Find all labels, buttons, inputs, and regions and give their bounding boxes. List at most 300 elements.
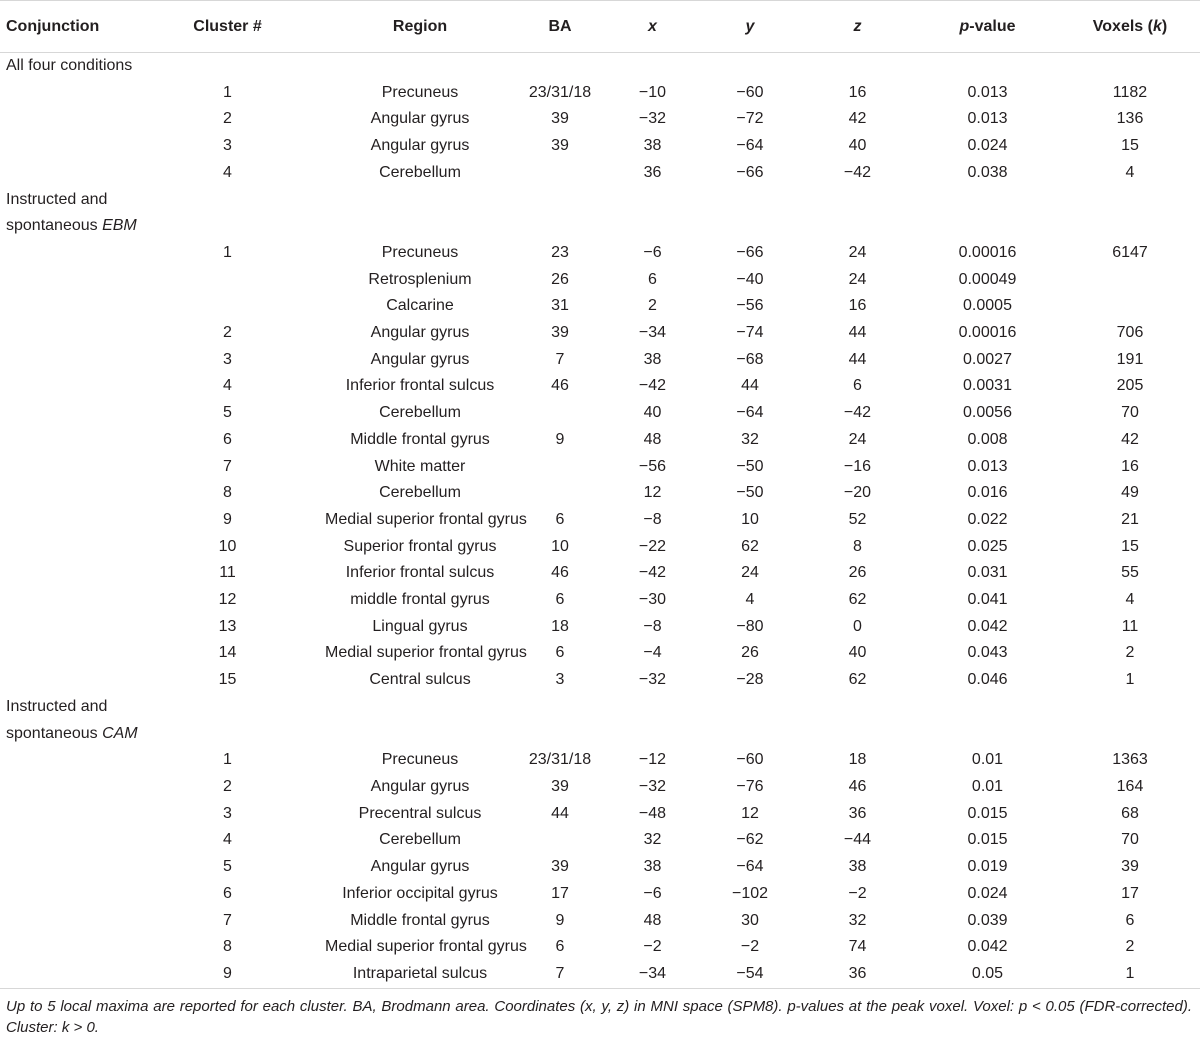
p-value-cell: 0.024 <box>967 137 1008 155</box>
table-header-row <box>0 1 1200 53</box>
table-row <box>0 267 1200 294</box>
group-label-row <box>0 213 1200 240</box>
brodmann-area-cell: 44 <box>551 804 569 822</box>
column-header-ba <box>515 1 605 53</box>
voxels-cell <box>1060 267 1200 294</box>
cluster-number-cell: 1 <box>223 83 232 101</box>
y-coord-cell: 12 <box>741 804 759 822</box>
conjunction-cell <box>0 881 130 908</box>
region-cell: Calcarine <box>386 297 454 315</box>
p-value-cell: 0.042 <box>967 617 1008 635</box>
z-coord-cell: 36 <box>800 961 915 988</box>
voxels-cell: 1 <box>1060 961 1200 988</box>
x-coord-cell: 48 <box>643 430 662 448</box>
conjunction-cell <box>0 640 130 667</box>
region-cell: Intraparietal sulcus <box>325 961 515 988</box>
cluster-number-cell: 3 <box>223 137 232 155</box>
brodmann-area-cell: 23/31/18 <box>528 751 592 769</box>
p-value-cell: 0.024 <box>967 884 1008 902</box>
table-row <box>0 80 1200 107</box>
conjunction-cell <box>0 934 130 961</box>
column-header-text: Conjunction <box>6 17 100 35</box>
column-header-text: Voxels ( <box>1092 17 1153 35</box>
table-row <box>0 854 1200 881</box>
column-header-text: x <box>648 17 657 35</box>
p-value-cell: 0.05 <box>915 961 1060 988</box>
conjunction-cell <box>0 267 130 294</box>
table-row <box>0 908 1200 935</box>
p-value-cell: 0.041 <box>967 591 1008 609</box>
region-cell: Lingual gyrus <box>372 617 468 635</box>
conjunction-cell <box>0 667 130 694</box>
brodmann-area-cell: 31 <box>551 297 569 315</box>
z-coord-cell: 8 <box>853 537 862 555</box>
voxels-cell: 70 <box>1121 831 1139 849</box>
p-value-cell: 0.039 <box>967 911 1008 929</box>
table-row <box>0 347 1200 374</box>
conjunction-cell <box>0 747 130 774</box>
table-row <box>0 373 1200 400</box>
p-value-cell: 0.025 <box>967 537 1008 555</box>
group-label-abbrev: CAM <box>102 724 138 742</box>
voxels-cell: 2 <box>1125 644 1135 662</box>
cluster-number-cell: 8 <box>223 484 232 502</box>
z-coord-cell: −20 <box>843 484 872 502</box>
voxels-cell: 4 <box>1125 163 1135 181</box>
conjunction-cell <box>0 80 130 107</box>
y-coord-cell: 62 <box>741 537 759 555</box>
cluster-number-cell <box>130 267 325 294</box>
brodmann-area-cell: 9 <box>555 911 565 929</box>
x-coord-cell: −4 <box>643 644 662 662</box>
brodmann-area-cell <box>515 454 605 481</box>
region-cell: Precuneus <box>381 243 459 261</box>
column-header-conjunction <box>0 1 130 53</box>
p-value-cell: 0.015 <box>967 831 1008 849</box>
cluster-number-cell <box>130 293 325 320</box>
z-coord-cell: 18 <box>848 751 867 769</box>
voxels-cell: 17 <box>1121 884 1139 902</box>
brodmann-area-cell: 18 <box>551 617 569 635</box>
region-cell: Medial superior frontal gyrus <box>325 510 527 528</box>
y-coord-cell: −74 <box>736 324 764 342</box>
p-value-cell: 0.019 <box>967 858 1008 876</box>
brodmann-area-cell <box>515 160 605 187</box>
conjunction-cell <box>0 908 130 935</box>
z-coord-cell: 62 <box>848 671 867 689</box>
table-row <box>0 640 1200 667</box>
column-header-z <box>800 1 915 53</box>
column-header-cluster <box>130 1 325 53</box>
table-row <box>0 427 1200 454</box>
brodmann-area-cell: 9 <box>555 430 565 448</box>
column-header-text: Region <box>392 17 448 35</box>
conjunction-cell <box>0 774 130 801</box>
cluster-number-cell: 4 <box>223 163 232 181</box>
y-coord-cell: −50 <box>736 484 764 502</box>
group-label-row <box>0 694 1200 721</box>
z-coord-cell: 6 <box>853 377 862 395</box>
voxels-cell: 6147 <box>1112 243 1148 261</box>
cluster-number-cell: 7 <box>223 457 232 475</box>
p-value-cell: 0.01 <box>971 751 1004 769</box>
group-label-row <box>0 53 1200 80</box>
group-label-row <box>0 721 1200 748</box>
x-coord-cell: 40 <box>643 404 662 422</box>
region-cell: middle frontal gyrus <box>350 591 490 609</box>
y-coord-cell: −76 <box>736 777 764 795</box>
voxels-cell: 70 <box>1121 404 1139 422</box>
table-row <box>0 507 1200 534</box>
conjunction-cell <box>0 400 130 427</box>
voxels-cell: 4 <box>1125 591 1135 609</box>
group-label <box>0 53 1200 80</box>
group-label <box>0 721 1200 748</box>
x-coord-cell: −30 <box>638 591 667 609</box>
column-header-text: y <box>745 17 755 35</box>
z-coord-cell: 44 <box>848 350 867 368</box>
x-coord-cell: −10 <box>638 83 667 101</box>
z-coord-cell: −44 <box>843 831 872 849</box>
group-label <box>0 187 1200 214</box>
conjunction-cell <box>0 827 130 854</box>
conjunction-cell <box>0 587 130 614</box>
voxels-cell: 164 <box>1116 777 1144 795</box>
table-row <box>0 454 1200 481</box>
brodmann-area-cell: 6 <box>555 510 565 528</box>
x-coord-cell: 36 <box>643 163 662 181</box>
column-header-voxels <box>1060 1 1200 53</box>
brodmann-area-cell: 46 <box>551 564 569 582</box>
z-coord-cell: 24 <box>848 243 867 261</box>
brodmann-area-cell: 39 <box>551 324 569 342</box>
p-value-cell: 0.016 <box>967 484 1008 502</box>
region-cell: Precuneus <box>381 83 459 101</box>
cluster-number-cell: 3 <box>223 804 232 822</box>
region-cell: Central sulcus <box>369 671 471 689</box>
x-coord-cell: 38 <box>643 858 662 876</box>
conjunction-cell <box>0 534 130 561</box>
conjunction-cell <box>0 373 130 400</box>
cluster-number-cell: 6 <box>223 884 232 902</box>
group-label-text: spontaneous <box>6 217 103 235</box>
p-value-cell: 0.0005 <box>963 297 1012 315</box>
region-cell: White matter <box>374 457 466 475</box>
table-row <box>0 534 1200 561</box>
y-coord-cell: −64 <box>736 404 764 422</box>
cluster-number-cell: 3 <box>223 350 232 368</box>
brodmann-area-cell: 39 <box>551 110 569 128</box>
conjunction-cell <box>0 320 130 347</box>
z-coord-cell: 74 <box>848 938 867 956</box>
z-coord-cell: 26 <box>848 564 867 582</box>
table-row <box>0 160 1200 187</box>
z-coord-cell: 52 <box>848 510 867 528</box>
p-value-cell: 0.01 <box>971 777 1004 795</box>
z-coord-cell: 36 <box>848 804 867 822</box>
table-row <box>0 801 1200 828</box>
p-value-cell: 0.042 <box>967 938 1008 956</box>
y-coord-cell: −102 <box>731 884 769 902</box>
y-coord-cell: −64 <box>736 137 764 155</box>
brodmann-area-cell: 7 <box>555 350 565 368</box>
column-header-text: -value <box>969 17 1016 35</box>
cluster-number-cell: 5 <box>223 404 232 422</box>
conjunction-cell <box>0 961 130 988</box>
x-coord-cell: −2 <box>643 938 662 956</box>
region-cell: Superior frontal gyrus <box>343 537 497 555</box>
conjunction-cell <box>0 240 130 267</box>
cluster-number-cell: 13 <box>218 617 237 635</box>
y-coord-cell: −62 <box>736 831 764 849</box>
region-cell: Angular gyrus <box>370 110 470 128</box>
column-header-y <box>700 1 800 53</box>
region-cell: Precuneus <box>381 751 459 769</box>
x-coord-cell: 12 <box>643 484 662 502</box>
y-coord-cell: −66 <box>736 163 764 181</box>
cluster-number-cell: 2 <box>223 324 232 342</box>
voxels-cell: 21 <box>1121 510 1139 528</box>
cluster-number-cell: 2 <box>223 110 232 128</box>
x-coord-cell: −6 <box>643 243 662 261</box>
x-coord-cell: −42 <box>638 564 667 582</box>
y-coord-cell: −68 <box>736 350 764 368</box>
cluster-number-cell: 1 <box>223 243 232 261</box>
brodmann-area-cell: 6 <box>555 644 565 662</box>
p-value-cell: 0.0031 <box>963 377 1012 395</box>
region-cell: Cerebellum <box>379 163 461 181</box>
region-cell: Precentral sulcus <box>358 804 482 822</box>
y-coord-cell: 26 <box>741 644 759 662</box>
cluster-number-cell: 4 <box>223 377 232 395</box>
conjunction-cell <box>0 801 130 828</box>
conjunction-cell <box>0 133 130 160</box>
region-cell: Angular gyrus <box>370 858 470 876</box>
x-coord-cell: 38 <box>643 137 662 155</box>
brodmann-area-cell: 7 <box>515 961 605 988</box>
table-row <box>0 827 1200 854</box>
y-coord-cell: −60 <box>736 751 764 769</box>
brodmann-area-cell: 17 <box>551 884 569 902</box>
region-cell: Medial superior frontal gyrus <box>325 644 527 662</box>
p-value-cell: 0.013 <box>967 457 1008 475</box>
y-coord-cell: 24 <box>741 564 759 582</box>
y-coord-cell: −72 <box>736 110 764 128</box>
voxels-cell: 68 <box>1121 804 1139 822</box>
brodmann-area-cell <box>515 480 605 507</box>
p-value-cell: 0.00049 <box>958 270 1017 288</box>
z-coord-cell: 32 <box>848 911 867 929</box>
voxels-cell: 1363 <box>1112 751 1148 769</box>
z-coord-cell: 24 <box>848 430 867 448</box>
x-coord-cell: 48 <box>643 911 662 929</box>
brodmann-area-cell: 6 <box>555 938 565 956</box>
brodmann-area-cell: 46 <box>551 377 569 395</box>
voxels-cell: 6 <box>1125 911 1135 929</box>
p-value-cell: 0.038 <box>967 163 1008 181</box>
cluster-number-cell: 9 <box>223 510 232 528</box>
voxels-cell: 42 <box>1121 430 1139 448</box>
z-coord-cell: −42 <box>843 163 872 181</box>
brodmann-area-cell <box>515 827 605 854</box>
cluster-number-cell: 14 <box>218 644 237 662</box>
y-coord-cell: −54 <box>700 961 800 988</box>
conjunction-cell <box>0 560 130 587</box>
table-row <box>0 320 1200 347</box>
brodmann-area-cell: 3 <box>555 671 565 689</box>
p-value-cell: 0.013 <box>967 110 1008 128</box>
region-cell: Angular gyrus <box>370 324 470 342</box>
x-coord-cell: −32 <box>638 777 667 795</box>
z-coord-cell: −2 <box>848 884 867 902</box>
table-row <box>0 961 1200 988</box>
cluster-number-cell: 7 <box>223 911 232 929</box>
z-coord-cell: 46 <box>848 777 867 795</box>
table-row <box>0 587 1200 614</box>
p-value-cell: 0.022 <box>967 510 1008 528</box>
brodmann-area-cell <box>515 400 605 427</box>
group-label-row <box>0 187 1200 214</box>
x-coord-cell: −8 <box>643 617 662 635</box>
brodmann-area-cell: 10 <box>551 537 569 555</box>
x-coord-cell: −6 <box>643 884 662 902</box>
y-coord-cell: −40 <box>736 270 764 288</box>
table-row <box>0 240 1200 267</box>
cluster-number-cell: 12 <box>218 591 237 609</box>
voxels-cell: 2 <box>1125 938 1135 956</box>
voxels-cell: 49 <box>1121 484 1139 502</box>
z-coord-cell: 16 <box>848 83 867 101</box>
table-row <box>0 293 1200 320</box>
p-value-cell: 0.00016 <box>958 324 1017 342</box>
voxels-cell: 55 <box>1121 564 1139 582</box>
brodmann-area-cell: 39 <box>551 858 569 876</box>
p-value-cell: 0.013 <box>967 83 1008 101</box>
voxels-cell: 15 <box>1121 537 1139 555</box>
x-coord-cell: −56 <box>638 457 667 475</box>
brodmann-area-cell: 23 <box>551 243 569 261</box>
table-body <box>0 53 1200 989</box>
z-coord-cell: −16 <box>843 457 872 475</box>
voxels-cell: 1182 <box>1112 83 1148 101</box>
voxels-cell: 15 <box>1121 137 1139 155</box>
y-coord-cell: 44 <box>741 377 759 395</box>
voxels-cell: 11 <box>1121 617 1139 635</box>
region-cell: Inferior frontal sulcus <box>345 564 495 582</box>
p-value-cell: 0.015 <box>967 804 1008 822</box>
region-cell: Cerebellum <box>379 831 461 849</box>
voxels-cell: 136 <box>1116 110 1144 128</box>
p-value-cell: 0.008 <box>967 430 1008 448</box>
table-row <box>0 774 1200 801</box>
z-coord-cell: 38 <box>848 858 867 876</box>
table-row <box>0 881 1200 908</box>
region-cell: Middle frontal gyrus <box>350 430 490 448</box>
conjunction-cell <box>0 160 130 187</box>
conjunction-cell <box>0 854 130 881</box>
z-coord-cell: 0 <box>853 617 862 635</box>
group-label-text: Instructed and <box>6 697 108 715</box>
p-value-cell: 0.00016 <box>958 243 1017 261</box>
y-coord-cell: −56 <box>736 297 764 315</box>
region-cell: Middle frontal gyrus <box>350 911 490 929</box>
z-coord-cell: 40 <box>848 644 867 662</box>
region-cell: Angular gyrus <box>370 350 470 368</box>
region-cell: Cerebellum <box>379 484 461 502</box>
y-coord-cell: 32 <box>741 430 759 448</box>
table-row <box>0 133 1200 160</box>
y-coord-cell: −50 <box>736 457 764 475</box>
voxels-cell: 39 <box>1121 858 1139 876</box>
group-label <box>0 213 1200 240</box>
y-coord-cell: −60 <box>736 83 764 101</box>
p-value-cell: 0.0056 <box>963 404 1012 422</box>
p-value-cell: 0.031 <box>967 564 1008 582</box>
y-coord-cell: −80 <box>736 617 764 635</box>
x-coord-cell: −34 <box>605 961 700 988</box>
z-coord-cell: −42 <box>843 404 872 422</box>
voxels-cell: 1 <box>1125 671 1135 689</box>
brodmann-area-cell: 39 <box>551 777 569 795</box>
table-row <box>0 560 1200 587</box>
table-row <box>0 400 1200 427</box>
table-row <box>0 106 1200 133</box>
x-coord-cell: 38 <box>643 350 662 368</box>
conjunction-cell <box>0 507 130 534</box>
z-coord-cell: 42 <box>848 110 867 128</box>
cluster-number-cell: 2 <box>223 777 232 795</box>
group-label <box>0 694 1200 721</box>
voxels-cell: 205 <box>1116 377 1144 395</box>
brodmann-area-cell: 39 <box>551 137 569 155</box>
column-header-text: z <box>853 17 862 35</box>
conjunction-cell <box>0 480 130 507</box>
region-cell: Angular gyrus <box>370 777 470 795</box>
y-coord-cell: −28 <box>736 671 764 689</box>
conjunction-cell <box>0 293 130 320</box>
region-cell: Angular gyrus <box>370 137 470 155</box>
cluster-number-cell: 6 <box>223 430 232 448</box>
voxels-cell <box>1060 293 1200 320</box>
region-cell: Inferior frontal sulcus <box>345 377 495 395</box>
group-label-text: All four conditions <box>6 57 133 74</box>
cluster-number-cell: 8 <box>223 938 232 956</box>
z-coord-cell: 40 <box>848 137 867 155</box>
column-header-p-value <box>915 1 1060 53</box>
cluster-number-cell: 4 <box>223 831 232 849</box>
x-coord-cell: 2 <box>648 297 657 315</box>
x-coord-cell: −22 <box>638 537 667 555</box>
column-header-text: Cluster # <box>193 17 262 35</box>
cluster-number-cell: 1 <box>223 751 232 769</box>
region-cell: Cerebellum <box>379 404 461 422</box>
region-cell: Inferior occipital gyrus <box>342 884 498 902</box>
table-row <box>0 934 1200 961</box>
y-coord-cell: −64 <box>736 858 764 876</box>
x-coord-cell: −32 <box>638 110 667 128</box>
column-header-text: ) <box>1161 17 1168 35</box>
region-cell: Retrosplenium <box>368 270 472 288</box>
conjunction-cell <box>0 427 130 454</box>
z-coord-cell: 24 <box>848 270 867 288</box>
p-value-cell: 0.043 <box>967 644 1008 662</box>
table-row <box>0 614 1200 641</box>
cluster-number-cell: 11 <box>219 564 236 582</box>
column-header-text: p <box>959 17 970 35</box>
p-value-cell: 0.0027 <box>963 350 1012 368</box>
cluster-number-cell: 9 <box>130 961 325 988</box>
x-coord-cell: 6 <box>648 270 657 288</box>
